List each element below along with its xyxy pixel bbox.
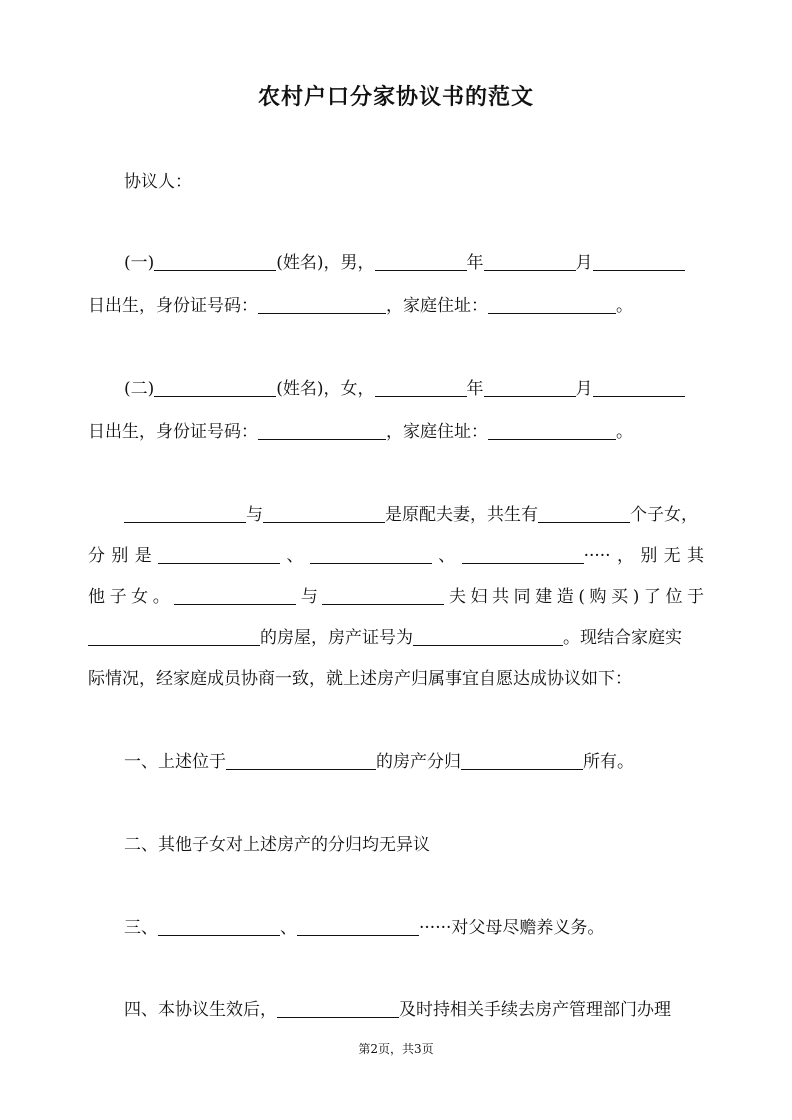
- party1-month-label: 月: [575, 253, 593, 273]
- para-line5: 际情况，经家庭成员协商一致，就上述房产归属事宜自愿达成协议如下：: [88, 669, 632, 689]
- party1-line1: [124, 251, 685, 275]
- item3-text-b: ······对父母尽赡养义务。: [419, 918, 605, 938]
- agreement-parties-label: 协议人：: [124, 172, 192, 192]
- party1-line2-end: 。: [616, 296, 633, 316]
- party2-day-blank: [593, 378, 685, 397]
- item-4: [124, 998, 671, 1022]
- para-sep-2: 、: [431, 546, 462, 566]
- para-line4: [88, 626, 682, 650]
- party1-name-hint: (姓名)，男，: [276, 253, 375, 273]
- party2-address-blank: [488, 421, 616, 440]
- item3-blank-1: [158, 917, 280, 936]
- para-no-other: 别无其: [640, 546, 705, 566]
- party1-prefix: (一): [124, 253, 155, 273]
- party2-line1: [124, 377, 685, 401]
- para-line1: [124, 503, 698, 527]
- party2-address-label: ，家庭住址：: [386, 422, 488, 442]
- party2-year-label: 年: [466, 379, 484, 399]
- party2-month-label: 月: [575, 379, 593, 399]
- spouse1-blank: [124, 504, 246, 523]
- para-dots: ·····，: [583, 546, 641, 566]
- item4-text-a: 四、本协议生效后，: [124, 1000, 277, 1020]
- party1-line2: [88, 294, 633, 318]
- party2-year-blank: [375, 378, 467, 397]
- party1-year-blank: [375, 252, 467, 271]
- party2-prefix: (二): [124, 379, 155, 399]
- house-location-blank: [88, 627, 260, 646]
- party2-name-hint: (姓名)，女，: [276, 379, 375, 399]
- item1-text-b: 的房产分归: [376, 752, 461, 772]
- item-1: [124, 750, 634, 774]
- party2-line2-end: 。: [616, 422, 633, 442]
- builder2-blank: [322, 586, 444, 605]
- item1-text-a: 一、上述位于: [124, 752, 226, 772]
- item-2: 二、其他子女对上述房产的分归均无异议: [124, 835, 430, 855]
- item-3: [124, 916, 604, 940]
- para-line2: [88, 544, 704, 568]
- para-combine-text: 。现结合家庭实: [563, 628, 682, 648]
- para-built-text: 夫妇共同建造(购买)了位于: [444, 587, 705, 607]
- para-sep-1: 、: [280, 546, 310, 566]
- document-title: 农村户口分家协议书的范文: [257, 84, 534, 110]
- item3-text-a: 三、: [124, 918, 158, 938]
- para-and-2: 与: [296, 587, 323, 607]
- para-line3: [88, 585, 704, 609]
- item4-text-b: 及时持相关手续去房产管理部门办理: [399, 1000, 671, 1020]
- para-house-cert: 的房屋，房产证号为: [260, 628, 413, 648]
- party1-month-blank: [484, 252, 576, 271]
- para-couple-text: 是原配夫妻，共生有: [385, 505, 538, 525]
- item1-location-blank: [226, 751, 376, 770]
- party2-name-blank: [154, 378, 276, 397]
- party2-line2: [88, 420, 633, 444]
- child1-blank: [158, 545, 280, 564]
- item3-blank-2: [297, 917, 419, 936]
- child2-blank: [310, 545, 432, 564]
- party1-day-blank: [593, 252, 685, 271]
- party2-month-blank: [484, 378, 576, 397]
- para-and-1: 与: [246, 505, 263, 525]
- page-footer: 第2页，共3页: [358, 1042, 434, 1056]
- builder1-blank: [174, 586, 296, 605]
- party1-name-blank: [154, 252, 276, 271]
- party1-address-blank: [488, 295, 616, 314]
- party1-year-label: 年: [466, 253, 484, 273]
- item3-sep: 、: [280, 918, 297, 938]
- certificate-number-blank: [413, 627, 563, 646]
- para-children-text: 个子女，: [630, 505, 698, 525]
- party1-id-blank: [258, 295, 386, 314]
- party1-birth-id-label: 日出生，身份证号码：: [88, 296, 258, 316]
- spouse2-blank: [263, 504, 385, 523]
- para-respectively: 分别是: [88, 546, 159, 566]
- party2-birth-id-label: 日出生，身份证号码：: [88, 422, 258, 442]
- party2-id-blank: [258, 421, 386, 440]
- item1-owner-blank: [461, 751, 583, 770]
- item1-text-c: 所有。: [583, 752, 634, 772]
- child3-blank: [462, 545, 584, 564]
- para-other-children: 他子女。: [88, 587, 175, 607]
- item4-blank: [277, 999, 399, 1018]
- children-count-blank: [538, 504, 630, 523]
- party1-address-label: ，家庭住址：: [386, 296, 488, 316]
